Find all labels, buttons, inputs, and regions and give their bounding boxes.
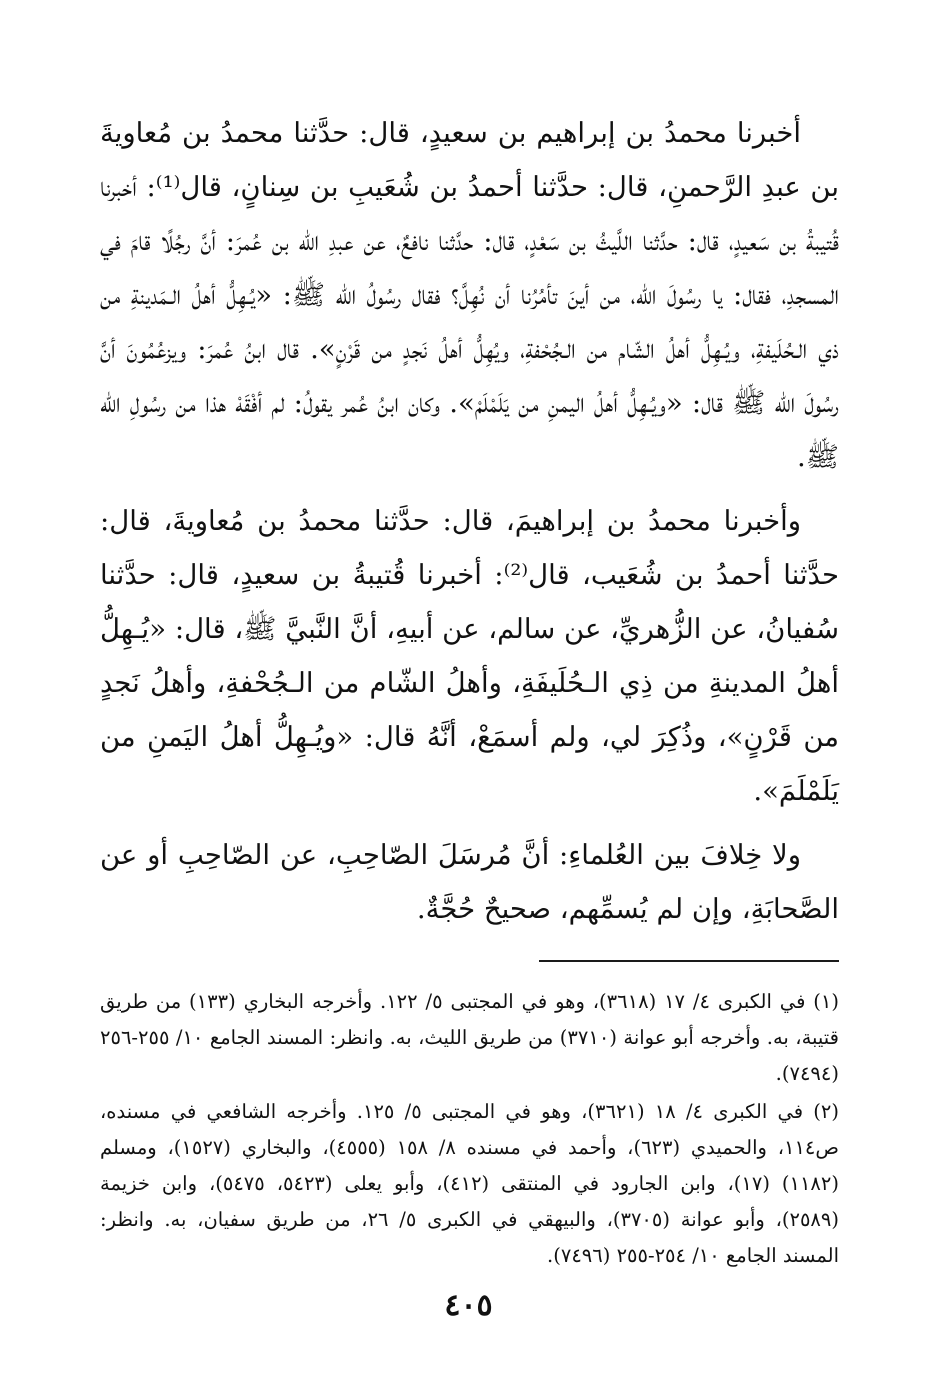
footnote-1: (١) في الكبرى ٤/ ١٧ (٣٦١٨)، وهو في المجتبى ٥/ ١٢٢. وأخرجه البخاري (١٣٣) من طريق قتيبة، به. وأخرجه أبو عوانة (٣٧١٠) من طريق الليث، به. وانظر: المسند الجامع ١٠/ ٢٥٥-٢٥٦ (٧٤٩٤). [100, 990, 839, 1085]
footnote-2: (٢) في الكبرى ٤/ ١٨ (٣٦٢١)، وهو في المجتبى ٥/ ١٢٥. وأخرجه الشافعي في مسنده، ص١١٤، والحميدي (٦٢٣)، وأحمد في مسنده ٨/ ١٥٨ (٤٥٥٥)، والبخاري (١٥٢٧)، ومسلم (١١٨٢) (١٧)، وابن الجارود في المنتقى (٤١٢)، وأبو يعلى (٥٤٢٣، ٥٤٧٥)، وابن خزيمة (٢٥٨٩)، وأبو عوانة (٣٧٠٥)، والبيهقي في الكبرى ٥/ ٢٦، من طريق سفيان، به. وانظر: المسند الجامع ١٠/ ٢٥٤-٢٥٥ (٧٤٩٦). [100, 1100, 839, 1267]
footnote-separator [539, 960, 839, 962]
body-paragraph-3 [100, 828, 839, 936]
footnotes [100, 984, 839, 1274]
body-paragraph-1 [100, 106, 839, 484]
page-number: ٤٠٥ [444, 1288, 493, 1323]
paragraph-3-text: ولا خِلافَ بين العُلماءِ: أنَّ مُرسَلَ الصّاحِبِ، عن الصّاحِبِ أو عن الصَّحابَةِ، وإن لم يُسمِّهم، صحيحٌ حُجَّةٌ. [100, 839, 839, 925]
body-paragraph-2 [100, 494, 839, 818]
paragraph-1-text: أخبرنا محمدُ بن إبراهيم بن سعيدٍ، قال: حدَّثنا محمدُ بن مُعاويةَ بن عبدِ الرَّحمنِ، قال: حدَّثنا أحمدُ بن شُعَيبِ بن سِنانٍ، قال⁽¹⁾: أخبرنا قُتيبةُ بن سَعيدٍ، قال: حدَّثنا اللَّيثُ بن سَعْدٍ، قال: حدَّثنا نافعٌ، عن عبدِ الله بن عُمرَ: أنَّ رجُلًا قامَ في المسجدِ، فقال: يا رسُولَ الله، من أينَ تأمُرُنا أن نُهِلَّ؟ فقال رسُولُ الله ﷺ: «يُـهِلُّ أهلُ الـمَدينةِ من ذي الـحُلَيفةِ، ويُـهِلُّ أهلُ الشّام من الـجُحْفةِ، ويُهِلُّ أهلُ نَجدٍ من قَرْنٍ». قال ابنُ عُمرَ: ويزعُمُونَ أنَّ رسُولَ الله ﷺ قال: «ويُـهِلُّ أهلُ اليمنِ من يَلَمْلَمْ». وكان ابنُ عُمر يقولُ: لم أفْقَهْ هذا من رسُولِ الله ﷺ. [100, 117, 840, 473]
footnote-separator-wrap [100, 936, 839, 962]
paragraph-2-text: وأخبرنا محمدُ بن إبراهيمَ، قال: حدَّثنا محمدُ بن مُعاويةَ، قال: حدَّثنا أحمدُ بن شُعَيب، قال⁽²⁾: أخبرنا قُتيبةُ بن سعيدٍ، قال: حدَّثنا سُفيانُ، عن الزُّهريِّ، عن سالم، عن أبيهِ، أنَّ النَّبيَّ ﷺ، قال: «يُـهِلُّ أهلُ المدينةِ من ذِي الـحُلَيفَةِ، وأهلُ الشّام من الـجُحْفةِ، وأهلُ نَجدٍ من قَرْنٍ»، وذُكِرَ لي، ولم أسمَعْ، أنَّهُ قال: «ويُـهِلُّ أهلُ اليَمنِ من يَلَمْلَمَ». [100, 505, 839, 807]
